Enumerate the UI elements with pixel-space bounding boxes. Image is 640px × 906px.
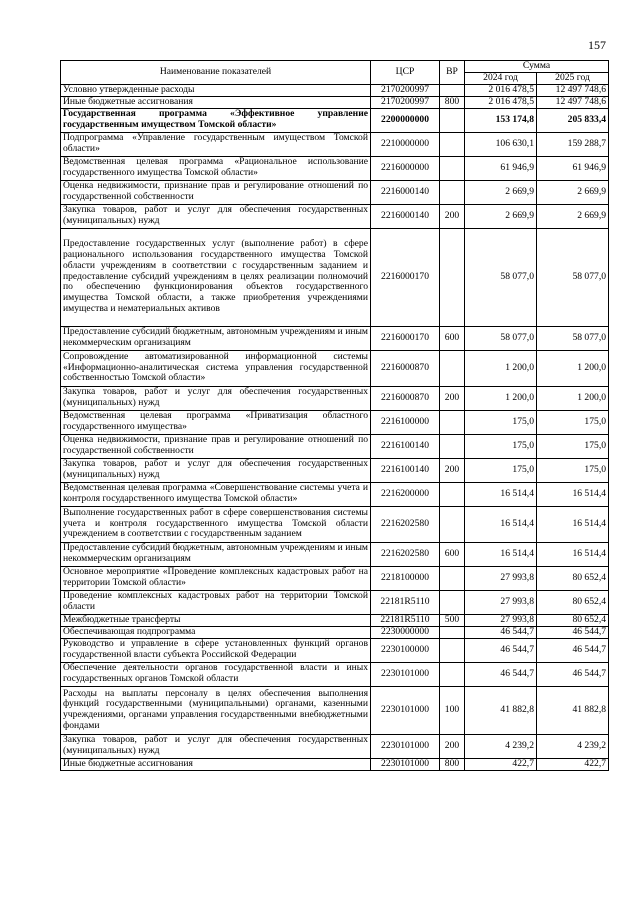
row-value-2025: 1 200,0 xyxy=(537,386,609,410)
row-name: Предоставление субсидий бюджетным, автономным учреждениям и иным некоммерческим организациям xyxy=(61,542,371,566)
row-value-2025: 80 652,4 xyxy=(537,566,609,590)
row-csr: 2216000170 xyxy=(371,326,440,350)
table-row xyxy=(61,228,609,326)
table-row xyxy=(61,758,609,770)
row-value-2025: 58 077,0 xyxy=(537,228,609,326)
table-row xyxy=(61,590,609,614)
table-row xyxy=(61,204,609,228)
row-value-2024: 41 882,8 xyxy=(465,686,537,734)
row-vr xyxy=(440,566,465,590)
table-row xyxy=(61,156,609,180)
row-value-2025: 58 077,0 xyxy=(537,326,609,350)
row-vr: 100 xyxy=(440,686,465,734)
row-csr: 2216000140 xyxy=(371,204,440,228)
row-value-2024: 61 946,9 xyxy=(465,156,537,180)
row-value-2024: 27 993,8 xyxy=(465,614,537,626)
row-name: Расходы на выплаты персоналу в целях обеспечения выполнения функций государственными (муниципальными) органами, казенными учреждениями, органами управления государственными внебюджетными фондами xyxy=(61,686,371,734)
row-value-2024: 175,0 xyxy=(465,434,537,458)
row-name: Закупка товаров, работ и услуг для обеспечения государственных (муниципальных) нужд xyxy=(61,458,371,482)
row-vr xyxy=(440,626,465,638)
table-row xyxy=(61,386,609,410)
row-value-2025: 2 669,9 xyxy=(537,204,609,228)
row-csr: 2216100140 xyxy=(371,434,440,458)
row-value-2025: 12 497 748,6 xyxy=(537,96,609,108)
row-value-2024: 175,0 xyxy=(465,458,537,482)
row-vr: 500 xyxy=(440,614,465,626)
table-row xyxy=(61,108,609,132)
table-row xyxy=(61,180,609,204)
row-value-2025: 1 200,0 xyxy=(537,350,609,386)
row-csr: 2230101000 xyxy=(371,686,440,734)
row-csr: 2216000170 xyxy=(371,228,440,326)
row-vr xyxy=(440,662,465,686)
row-value-2024: 4 239,2 xyxy=(465,734,537,758)
row-vr xyxy=(440,506,465,542)
row-value-2024: 1 200,0 xyxy=(465,386,537,410)
row-value-2024: 16 514,4 xyxy=(465,542,537,566)
row-csr: 2230101000 xyxy=(371,662,440,686)
row-value-2024: 1 200,0 xyxy=(465,350,537,386)
row-name: Обеспечение деятельности органов государственной власти и иных государственных органов Томской области xyxy=(61,662,371,686)
table-row xyxy=(61,132,609,156)
row-value-2025: 205 833,4 xyxy=(537,108,609,132)
row-csr: 2216000140 xyxy=(371,180,440,204)
table-row xyxy=(61,85,609,97)
row-csr: 2200000000 xyxy=(371,108,440,132)
row-value-2024: 2 016 478,5 xyxy=(465,96,537,108)
row-vr xyxy=(440,482,465,506)
row-vr xyxy=(440,638,465,662)
table-row xyxy=(61,686,609,734)
row-vr xyxy=(440,590,465,614)
row-csr: 2216000000 xyxy=(371,156,440,180)
row-vr xyxy=(440,132,465,156)
row-csr: 2216000870 xyxy=(371,350,440,386)
table-row xyxy=(61,410,609,434)
row-value-2024: 106 630,1 xyxy=(465,132,537,156)
row-value-2025: 80 652,4 xyxy=(537,590,609,614)
row-value-2025: 2 669,9 xyxy=(537,180,609,204)
row-value-2025: 61 946,9 xyxy=(537,156,609,180)
row-csr: 2210000000 xyxy=(371,132,440,156)
row-value-2025: 46 544,7 xyxy=(537,626,609,638)
row-vr xyxy=(440,156,465,180)
table-body xyxy=(61,85,609,771)
row-csr: 22181R5110 xyxy=(371,614,440,626)
row-csr: 2230100000 xyxy=(371,638,440,662)
row-value-2025: 16 514,4 xyxy=(537,506,609,542)
row-csr: 2230101000 xyxy=(371,758,440,770)
row-name: Условно утвержденные расходы xyxy=(61,85,371,97)
header-vr: ВР xyxy=(440,61,465,85)
row-name: Подпрограмма «Управление государственным имуществом Томской области» xyxy=(61,132,371,156)
row-value-2025: 46 544,7 xyxy=(537,662,609,686)
row-csr: 2230000000 xyxy=(371,626,440,638)
row-value-2025: 422,7 xyxy=(537,758,609,770)
row-value-2025: 16 514,4 xyxy=(537,542,609,566)
row-value-2024: 46 544,7 xyxy=(465,638,537,662)
row-value-2025: 46 544,7 xyxy=(537,638,609,662)
row-vr xyxy=(440,180,465,204)
row-value-2025: 159 288,7 xyxy=(537,132,609,156)
row-vr xyxy=(440,350,465,386)
row-value-2024: 16 514,4 xyxy=(465,506,537,542)
row-csr: 2230101000 xyxy=(371,734,440,758)
row-csr: 22181R5110 xyxy=(371,590,440,614)
header-year-2024: 2024 год xyxy=(465,73,537,85)
row-value-2024: 422,7 xyxy=(465,758,537,770)
row-name: Обеспечивающая подпрограмма xyxy=(61,626,371,638)
row-value-2025: 16 514,4 xyxy=(537,482,609,506)
row-value-2024: 16 514,4 xyxy=(465,482,537,506)
table-row xyxy=(61,96,609,108)
table-row xyxy=(61,662,609,686)
row-csr: 2216000870 xyxy=(371,386,440,410)
row-vr xyxy=(440,410,465,434)
row-name: Предоставление субсидий бюджетным, автономным учреждениям и иным некоммерческим организациям xyxy=(61,326,371,350)
table-row xyxy=(61,326,609,350)
row-value-2024: 175,0 xyxy=(465,410,537,434)
row-name: Основное мероприятие «Проведение комплексных кадастровых работ на территории Томской области» xyxy=(61,566,371,590)
row-value-2025: 175,0 xyxy=(537,410,609,434)
row-name: Закупка товаров, работ и услуг для обеспечения государственных (муниципальных) нужд xyxy=(61,734,371,758)
table-row xyxy=(61,614,609,626)
row-name: Руководство и управление в сфере установленных функций органов государственной власти субъекта Российской Федерации xyxy=(61,638,371,662)
row-value-2025: 12 497 748,6 xyxy=(537,85,609,97)
row-value-2025: 80 652,4 xyxy=(537,614,609,626)
row-name: Ведомственная целевая программа «Рациональное использование государственного имущества Томской области» xyxy=(61,156,371,180)
row-value-2025: 41 882,8 xyxy=(537,686,609,734)
row-vr: 800 xyxy=(440,96,465,108)
row-value-2025: 4 239,2 xyxy=(537,734,609,758)
row-name: Выполнение государственных работ в сфере совершенствования системы учета и контроля государственного имущества Томской области учреждением в соответствии с государственным заданием xyxy=(61,506,371,542)
table-row xyxy=(61,626,609,638)
row-value-2024: 27 993,8 xyxy=(465,566,537,590)
row-name: Оценка недвижимости, признание прав и регулирование отношений по государственной собственности xyxy=(61,434,371,458)
row-value-2024: 2 016 478,5 xyxy=(465,85,537,97)
row-vr: 600 xyxy=(440,542,465,566)
row-value-2024: 153 174,8 xyxy=(465,108,537,132)
table-row xyxy=(61,734,609,758)
row-vr xyxy=(440,228,465,326)
table-row xyxy=(61,350,609,386)
row-value-2024: 2 669,9 xyxy=(465,180,537,204)
row-name: Закупка товаров, работ и услуг для обеспечения государственных (муниципальных) нужд xyxy=(61,204,371,228)
row-value-2024: 58 077,0 xyxy=(465,228,537,326)
row-csr: 2216100000 xyxy=(371,410,440,434)
row-name: Иные бюджетные ассигнования xyxy=(61,96,371,108)
row-vr xyxy=(440,434,465,458)
row-csr: 2218100000 xyxy=(371,566,440,590)
header-csr: ЦСР xyxy=(371,61,440,85)
row-vr: 600 xyxy=(440,326,465,350)
header-year-2025: 2025 год xyxy=(537,73,609,85)
row-name: Ведомственная целевая программа «Совершенствование системы учета и контроля государственного имущества Томской области» xyxy=(61,482,371,506)
row-value-2025: 175,0 xyxy=(537,458,609,482)
table-row xyxy=(61,482,609,506)
budget-table xyxy=(60,60,609,771)
row-value-2024: 2 669,9 xyxy=(465,204,537,228)
row-name: Оценка недвижимости, признание прав и регулирование отношений по государственной собственности xyxy=(61,180,371,204)
row-name: Иные бюджетные ассигнования xyxy=(61,758,371,770)
row-csr: 2216202580 xyxy=(371,506,440,542)
row-value-2024: 46 544,7 xyxy=(465,662,537,686)
row-name: Сопровождение автоматизированной информационной системы «Информационно-аналитическая система управления государственной собственностью Томской области» xyxy=(61,350,371,386)
row-name: Закупка товаров, работ и услуг для обеспечения государственных (муниципальных) нужд xyxy=(61,386,371,410)
table-row xyxy=(61,566,609,590)
row-name: Проведение комплексных кадастровых работ на территории Томской области xyxy=(61,590,371,614)
row-csr: 2170200997 xyxy=(371,96,440,108)
row-vr: 200 xyxy=(440,204,465,228)
row-name: Межбюджетные трансферты xyxy=(61,614,371,626)
row-vr xyxy=(440,85,465,97)
header-name: Наименование показателей xyxy=(61,61,371,85)
table-row xyxy=(61,506,609,542)
row-value-2025: 175,0 xyxy=(537,434,609,458)
table-row xyxy=(61,458,609,482)
row-vr: 200 xyxy=(440,458,465,482)
row-vr: 200 xyxy=(440,386,465,410)
row-csr: 2216200000 xyxy=(371,482,440,506)
row-name: Предоставление государственных услуг (выполнение работ) в сфере рационального использования государственного имущества Томской области учреждениям в соответствии с государственным заданием и предоставление субсидий учреждениям в целях реализации полномочий по обеспечению функционирования объектов государственного имущества Томской области, а также приобретения учреждениями имущества и нематериальных активов xyxy=(61,228,371,326)
header-sum: Сумма xyxy=(465,61,609,73)
row-csr: 2170200997 xyxy=(371,85,440,97)
row-vr: 800 xyxy=(440,758,465,770)
row-name: Государственная программа «Эффективное управление государственным имуществом Томской области» xyxy=(61,108,371,132)
row-value-2024: 58 077,0 xyxy=(465,326,537,350)
table-row xyxy=(61,542,609,566)
row-vr xyxy=(440,108,465,132)
row-csr: 2216100140 xyxy=(371,458,440,482)
table-row xyxy=(61,638,609,662)
table-row xyxy=(61,434,609,458)
row-name: Ведомственная целевая программа «Приватизация областного государственного имущества» xyxy=(61,410,371,434)
page-number: 157 xyxy=(588,38,606,52)
row-value-2024: 46 544,7 xyxy=(465,626,537,638)
row-vr: 200 xyxy=(440,734,465,758)
row-csr: 2216202580 xyxy=(371,542,440,566)
row-value-2024: 27 993,8 xyxy=(465,590,537,614)
